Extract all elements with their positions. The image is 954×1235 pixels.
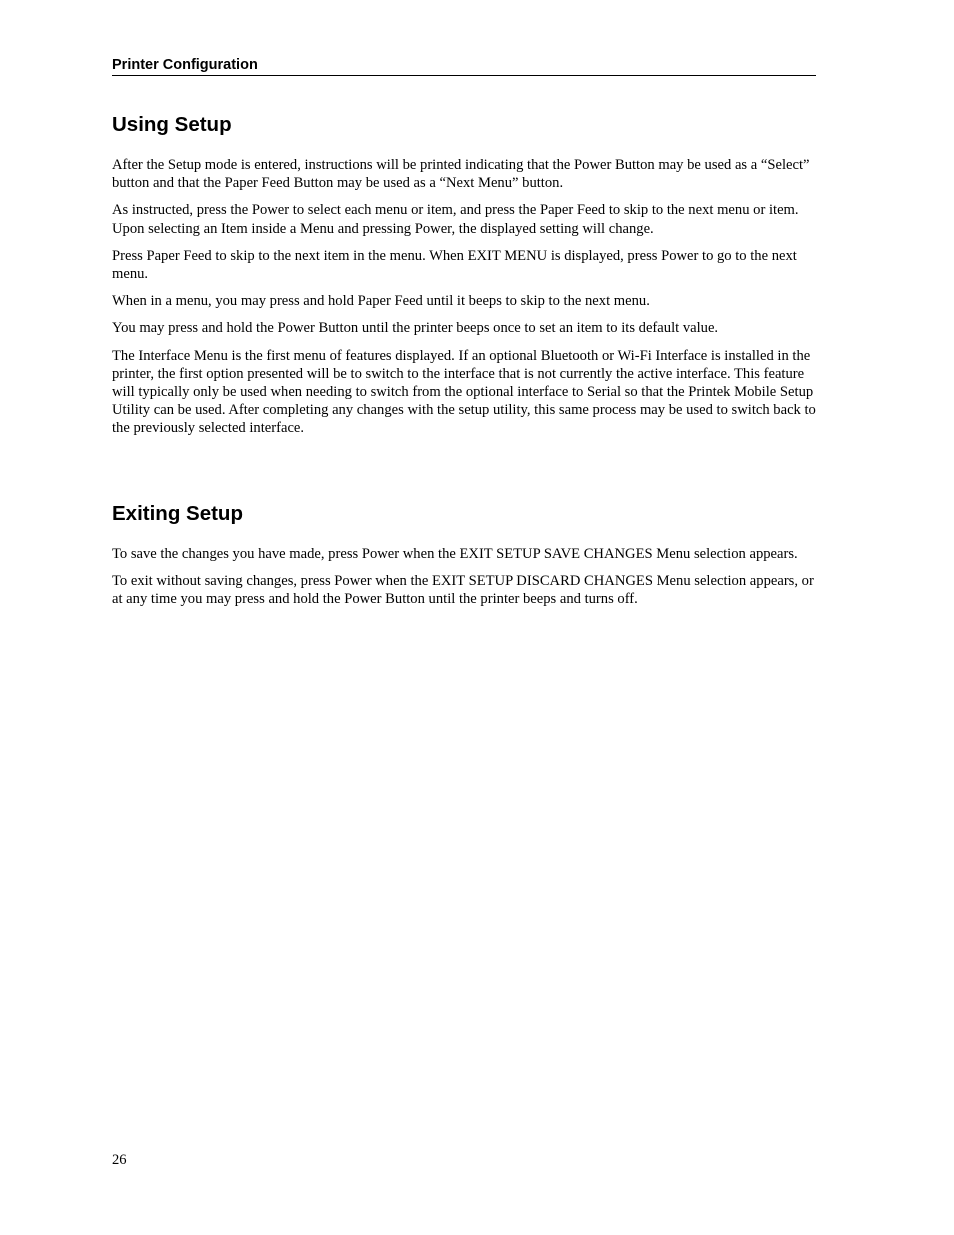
paragraph: The Interface Menu is the first menu of features displayed. If an optional Bluetooth or Wi-Fi Interface is installed in the printer, the first option presented will be to switch to the interface that is not currently the active interface. This feature will typically only be used when needing to switch from the optional interface to Serial so that the Printek Mobile Setup Utility can be used. After completing any changes with the setup utility, this same process may be used to switch back to the previously selected interface. <box>112 347 816 437</box>
section-using-setup <box>112 112 816 447</box>
section-title-using-setup: Using Setup <box>112 113 232 136</box>
paragraph: When in a menu, you may press and hold Paper Feed until it beeps to skip to the next menu. <box>112 293 650 310</box>
section-exiting-setup <box>112 501 816 618</box>
page-header-title: Printer Configuration <box>112 57 258 73</box>
paragraph: After the Setup mode is entered, instructions will be printed indicating that the Power Button may be used as a “Select” button and that the Paper Feed Button may be used as a “Next Menu” button. <box>112 157 810 192</box>
paragraph: Press Paper Feed to skip to the next item in the menu. When EXIT MENU is displayed, press Power to go to the next menu. <box>112 247 797 283</box>
paragraph: You may press and hold the Power Button until the printer beeps once to set an item to its default value. <box>112 320 719 337</box>
paragraph: To save the changes you have made, press Power when the EXIT SETUP SAVE CHANGES Menu selection appears. <box>112 546 798 562</box>
page-header <box>112 56 816 76</box>
page-number: 26 <box>112 1152 127 1168</box>
section-title-exiting-setup: Exiting Setup <box>112 502 243 525</box>
paragraph: As instructed, press the Power to select each menu or item, and press the Paper Feed to skip to the next menu or item. Upon selecting an Item inside a Menu and pressing Power, the displayed setting will change. <box>112 202 799 237</box>
paragraph: To exit without saving changes, press Power when the EXIT SETUP DISCARD CHANGES Menu selection appears, or at any time you may press and hold the Power Button until the printer beeps and turns off. <box>112 573 814 608</box>
